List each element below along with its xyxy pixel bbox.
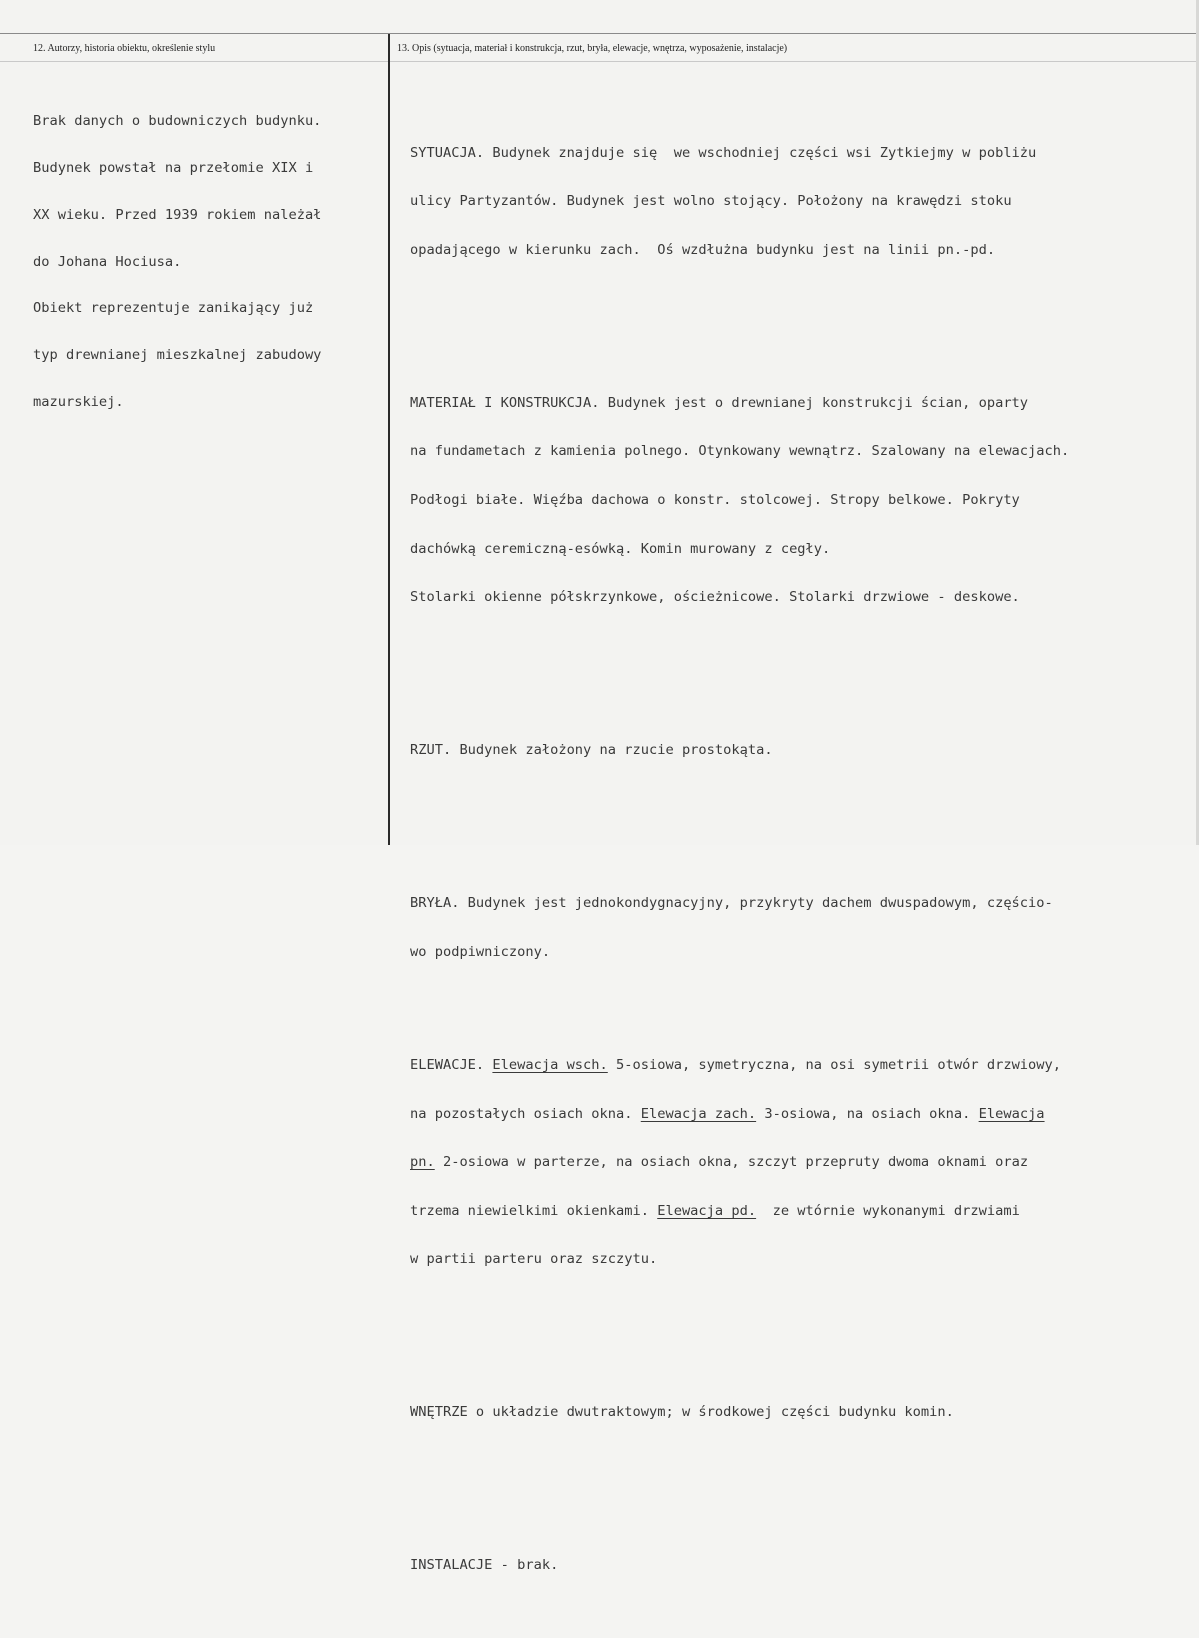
- text-line: WNĘTRZE o układzie dwutraktowym; w środkowej części budynku komin.: [410, 1404, 954, 1421]
- text-span: 5-osiowa, symetryczna, na osi symetrii otwór drzwiowy,: [607, 1056, 1062, 1073]
- text-line: XX wieku. Przed 1939 rokiem należał: [33, 206, 322, 223]
- text-line: [410, 1057, 1069, 1073]
- section-12-header: 12. Autorzy, historia obiektu, określenie stylu: [33, 43, 216, 54]
- text-span: ze wtórnie wykonanymi drzwiami: [756, 1202, 1020, 1219]
- underlined-term: Elewacja: [978, 1105, 1045, 1122]
- text-line: do Johana Hociusa.: [33, 253, 182, 270]
- text-span: na pozostałych osiach okna.: [410, 1105, 641, 1122]
- text-line: Obiekt reprezentuje zanikający już: [33, 300, 314, 317]
- authors-history-text: [33, 83, 321, 442]
- paragraph-rzut: [410, 710, 1069, 791]
- text-line: BRYŁA. Budynek jest jednokondygnacyjny, przykryty dachem dwuspadowym, częścio-: [410, 894, 1053, 911]
- description-text: [410, 80, 1069, 1638]
- text-line: dachówką ceremiczną-esówką. Komin murowany z cegły.: [410, 540, 831, 557]
- text-span: ELEWACJE.: [410, 1056, 493, 1073]
- text-line: RZUT. Budynek założony na rzucie prostokąta.: [410, 742, 773, 759]
- text-line: typ drewnianej mieszkalnej zabudowy: [33, 347, 322, 364]
- paragraph-instalacje: [410, 1525, 1069, 1606]
- text-line: Brak danych o budowniczych budynku.: [33, 113, 322, 130]
- paragraph-material: [410, 362, 1069, 637]
- top-rule: [0, 33, 1199, 34]
- text-span: 2-osiowa w parterze, na osiach okna, szczyt przepruty dwoma oknami oraz: [434, 1154, 1029, 1171]
- text-line: MATERIAŁ I KONSTRUKCJA. Budynek jest o drewnianej konstrukcji ścian, oparty: [410, 394, 1029, 411]
- text-line: na fundametach z kamienia polnego. Otynkowany wewnątrz. Szalowany na elewacjach.: [410, 443, 1070, 460]
- text-line: INSTALACJE - brak.: [410, 1557, 559, 1574]
- underlined-term: Elewacja zach.: [640, 1105, 757, 1122]
- text-line: Podłogi białe. Więźba dachowa o konstr. stolcowej. Stropy belkowe. Pokryty: [410, 492, 1020, 509]
- text-line: ulicy Partyzantów. Budynek jest wolno stojący. Położony na krawędzi stoku: [410, 193, 1012, 210]
- paragraph-elewacje: [410, 1025, 1069, 1300]
- section-13-header: 13. Opis (sytuacja, materiał i konstrukcja, rzut, bryła, elewacje, wnętrza, wyposażenie, instalacje): [397, 43, 788, 54]
- text-line: opadającego w kierunku zach. Oś wzdłużna budynku jest na linii pn.-pd.: [410, 242, 996, 259]
- text-line: Stolarki okienne półskrzynkowe, ościeżnicowe. Stolarki drzwiowe - deskowe.: [410, 589, 1020, 606]
- text-line: Budynek powstał na przełomie XIX i: [33, 159, 314, 176]
- text-span: 3-osiowa, na osiach okna.: [756, 1105, 979, 1122]
- text-line: w partii parteru oraz szczytu.: [410, 1251, 658, 1268]
- text-line: wo podpiwniczony.: [410, 943, 551, 960]
- text-line: [410, 1203, 1069, 1219]
- paragraph-bryla: [410, 863, 1069, 993]
- text-line: SYTUACJA. Budynek znajduje się we wschodniej części wsi Zytkiejmy w pobliżu: [410, 144, 1037, 161]
- text-line: mazurskiej.: [33, 393, 124, 410]
- header-rule-right: [390, 61, 1199, 62]
- paragraph-sytuacja: [410, 112, 1069, 290]
- underlined-term: Elewacja pd.: [657, 1202, 757, 1219]
- text-line: [410, 1154, 1069, 1170]
- text-line: [410, 1106, 1069, 1122]
- paragraph-wnetrze: [410, 1372, 1069, 1453]
- underlined-term: pn.: [410, 1154, 435, 1171]
- underlined-term: Elewacja wsch.: [492, 1056, 608, 1073]
- header-rule-left: [0, 61, 388, 62]
- text-span: trzema niewielkimi okienkami.: [410, 1202, 658, 1219]
- column-divider: [388, 34, 390, 845]
